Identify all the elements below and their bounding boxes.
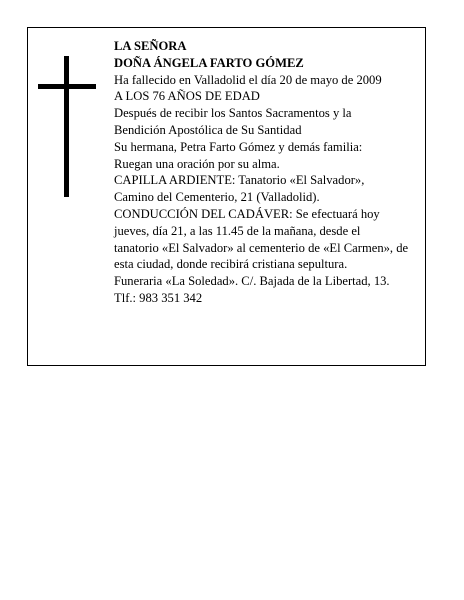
prayer-line: Ruegan una oración por su alma. (114, 156, 280, 171)
procession-line-3: tanatorio «El Salvador» al cementerio de «El Carmen», de (114, 240, 409, 255)
deceased-name: DOÑA ÁNGELA FARTO GÓMEZ (114, 55, 304, 70)
sacraments-line-2: Bendición Apostólica de Su Santidad (114, 122, 302, 137)
phone-line: Tlf.: 983 351 342 (114, 290, 203, 305)
age-line: A LOS 76 AÑOS DE EDAD (114, 89, 260, 104)
procession-line-1: CONDUCCIÓN DEL CADÁVER: Se efectuará hoy (114, 206, 380, 221)
funeral-home-line: Funeraria «La Soledad». C/. Bajada de la Libertad, 13. (114, 274, 390, 289)
cross-icon (64, 56, 69, 197)
procession-line-2: jueves, día 21, a las 11.45 de la mañana, desde el (114, 223, 361, 238)
cross-icon-bar (38, 84, 96, 89)
chapel-line-1: CAPILLA ARDIENTE: Tanatorio «El Salvador», (114, 173, 365, 188)
procession-line-4: esta ciudad, donde recibirá cristiana sepultura. (114, 257, 348, 272)
obituary-title: LA SEÑORA (114, 39, 187, 53)
obituary-text (114, 38, 444, 307)
family-line: Su hermana, Petra Farto Gómez y demás familia: (114, 139, 363, 154)
chapel-line-2: Camino del Cementerio, 21 (Valladolid). (114, 190, 320, 205)
sacraments-line-1: Después de recibir los Santos Sacramentos y la (114, 106, 352, 121)
death-announcement: Ha fallecido en Valladolid el día 20 de mayo de 2009 (114, 72, 382, 87)
